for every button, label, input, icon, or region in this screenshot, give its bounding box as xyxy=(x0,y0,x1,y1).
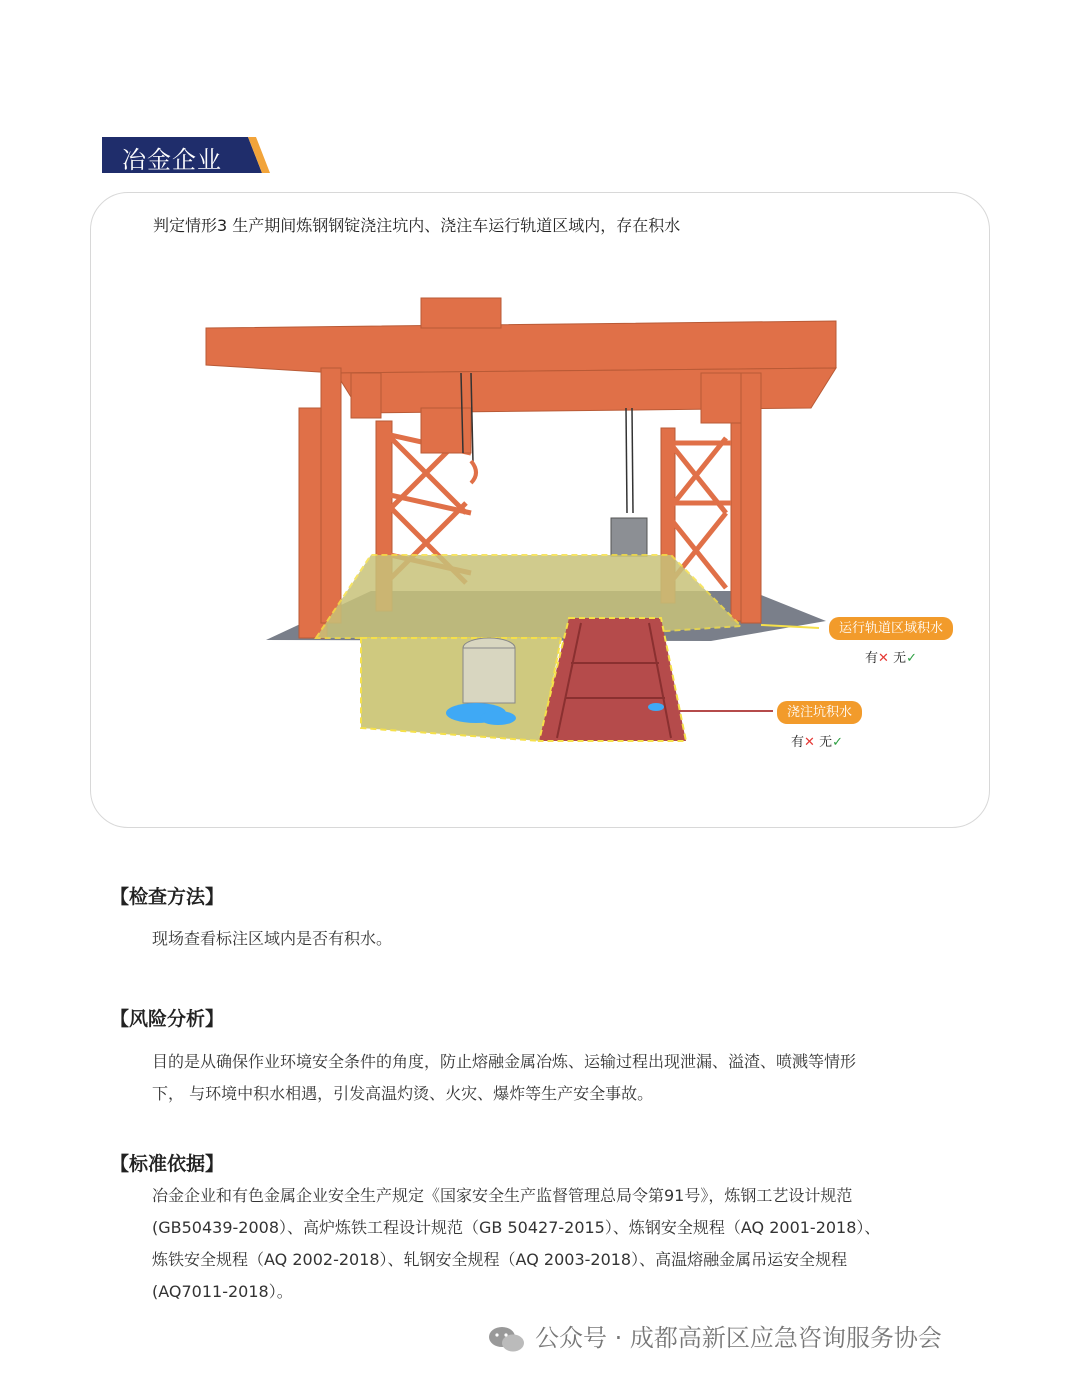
basis-line: (GB50439-2008）、高炉炼铁工程设计规范（GB 50427-2015）、炼钢安全规程（AQ 2001-2018）、 xyxy=(152,1218,881,1237)
gantry-crane-illustration xyxy=(91,193,991,829)
basis-line: 冶金企业和有色金属企业安全生产规定《国家安全生产监督管理总局令第91号》，炼钢工艺设计规范 xyxy=(152,1186,853,1205)
pit-water-options: 有✕ 无✓ xyxy=(791,735,843,750)
inspection-heading: 【检查方法】 xyxy=(110,886,225,908)
risk-text xyxy=(152,1046,972,1110)
basis-text xyxy=(152,1180,972,1308)
inspection-text: 现场查看标注区域内是否有积水。 xyxy=(152,929,393,948)
casting-pit-area xyxy=(316,555,741,638)
check-icon: ✓ xyxy=(906,651,917,666)
water-puddle-2 xyxy=(480,711,516,725)
ladle xyxy=(611,518,647,556)
pit-water-callout: 浇注坑积水 xyxy=(777,701,862,724)
tank-body xyxy=(463,648,515,703)
hook-icon xyxy=(471,461,476,483)
water-puddle-track xyxy=(648,703,664,711)
section-tag xyxy=(102,137,272,173)
risk-line: 下， 与环境中积水相遇，引发高温灼烫、火灾、爆炸等生产安全事故。 xyxy=(152,1084,654,1103)
check-icon: ✓ xyxy=(832,735,843,750)
section-title: 冶金企业 xyxy=(122,146,222,174)
illustration-card xyxy=(90,192,990,828)
cross-icon: ✕ xyxy=(804,735,815,750)
basis-line: (AQ7011-2018）。 xyxy=(152,1282,293,1301)
card-title: 判定情形3 生产期间炼钢钢锭浇注坑内、浇注车运行轨道区域内，存在积水 xyxy=(153,216,681,235)
basis-heading: 【标准依据】 xyxy=(110,1153,225,1175)
cross-icon: ✕ xyxy=(878,651,889,666)
wechat-icon xyxy=(487,1324,527,1354)
track-water-options: 有✕ 无✓ xyxy=(865,651,917,666)
risk-heading: 【风险分析】 xyxy=(110,1008,225,1030)
pit-wall xyxy=(361,638,561,741)
footer-text: 公众号 · 成都高新区应急咨询服务协会 xyxy=(535,1324,942,1352)
track-water-callout: 运行轨道区域积水 xyxy=(829,617,953,640)
footer-watermark xyxy=(487,1318,942,1354)
risk-line: 目的是从确保作业环境安全条件的角度，防止熔融金属冶炼、运输过程出现泄漏、溢渣、喷溅等情形 xyxy=(152,1052,857,1071)
basis-line: 炼铁安全规程（AQ 2002-2018）、轧钢安全规程（AQ 2003-2018）、高温熔融金属吊运安全规程 xyxy=(152,1250,848,1269)
